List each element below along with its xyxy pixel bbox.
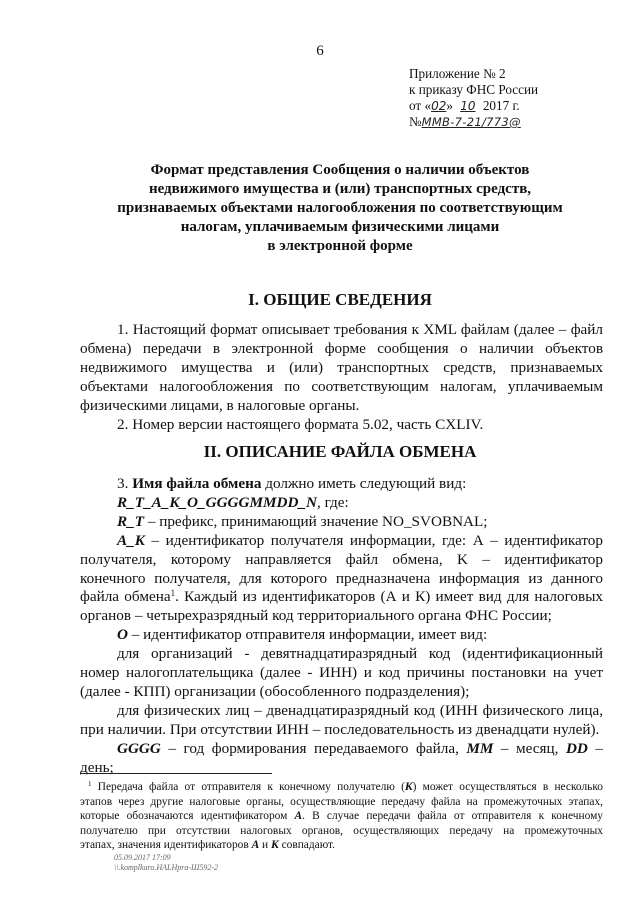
person-line: при наличии. При отсутствии ИНН – последовательность из двенадцати нулей). <box>80 720 600 738</box>
appendix-number <box>409 114 538 130</box>
paragraph1-line: физическими лицами, в налоговые органы. <box>80 396 360 414</box>
p3-number: 3. <box>117 475 133 492</box>
org-line: (далее - КПП) организации (обособленного подразделения); <box>80 682 470 700</box>
ak-term: A_K <box>117 531 145 549</box>
ak-definition-line <box>80 588 603 607</box>
section1-heading: I. ОБЩИЕ СВЕДЕНИЯ <box>248 290 432 309</box>
document-title <box>80 161 600 256</box>
paragraph2: 2. Номер версии настоящего формата 5.02, часть CXLIV. <box>117 415 484 433</box>
title-line: недвижимого имущества и (или) транспортных средств, <box>148 181 532 197</box>
paragraph1-line: 1. Настоящий формат описывает требования к XML файлам (далее – файл <box>117 321 603 338</box>
paragraph1-line: недвижимого имущества и (или) транспортных средств, признаваемых <box>80 358 603 376</box>
dd-def: – <box>587 739 604 757</box>
o-term: О <box>117 626 128 644</box>
filename-pattern: R_T_A_K_O_GGGGMMDD_N <box>117 493 317 511</box>
title-line: налогам, уплачиваемым физическими лицами <box>180 219 500 235</box>
title-line: в электронной форме <box>267 238 413 254</box>
print-metadata <box>114 853 218 873</box>
o-definition <box>80 626 603 645</box>
title-line: Формат представления Сообщения о наличии объектов <box>150 162 530 178</box>
ak-definition-line: органов – четырехразрядный код территориального органа ФНС России; <box>80 607 552 625</box>
footnote-a: А <box>251 839 260 852</box>
paragraph3-intro <box>80 475 603 494</box>
dd-term: DD <box>565 739 588 757</box>
footnote-line <box>80 838 603 853</box>
ak-definition-line: получателя, которому направляется файл обмена, K – идентификатор <box>80 550 603 568</box>
ak-text: – идентификатор получателя информации, где: А – идентификатор <box>144 531 603 549</box>
filename-suffix: , где: <box>316 493 349 511</box>
footnote-text: которые обозначаются идентификатором <box>80 810 295 823</box>
date-year: 2017 г. <box>479 98 520 113</box>
print-path: \\.komplkaro.HALHpra-Ш592-2 <box>114 863 219 872</box>
paragraph1-line: объектами налогообложения по соответствующим налогам, уплачиваемым <box>80 377 603 395</box>
footnote-text: . В случае передачи файла от отправителя к конечному <box>302 810 604 823</box>
footnote-ref: 1 <box>170 588 176 599</box>
print-timestamp: 05.09.2017 17:09 <box>114 853 171 862</box>
mm-def: – месяц, <box>493 739 566 757</box>
ak-definition-line <box>80 532 603 551</box>
rt-definition <box>80 513 603 532</box>
footnote-line <box>80 780 603 795</box>
appendix-date <box>409 98 538 114</box>
footnote-marker: 1 <box>88 780 92 788</box>
footnote-line: получателю при отсутствии налоговых органов, осуществляющих передачу на промежуточных <box>80 824 603 837</box>
section1-body <box>80 321 603 434</box>
page-number: 6 <box>316 43 324 59</box>
ak-text: файла обмена <box>80 588 171 606</box>
gggg-term: GGGG <box>117 739 161 757</box>
date-codes-line <box>80 740 603 759</box>
appendix-order-ref: к приказу ФНС России <box>409 82 539 97</box>
footnote-text: ) может осуществляться в несколько <box>412 781 603 793</box>
title-line: признаваемых объектами налогообложения по соответствующим <box>117 200 563 216</box>
footnote-text: этапах, значения идентификаторов <box>80 839 252 852</box>
footnote-divider <box>80 773 272 774</box>
p3-bold-term: Имя файла обмена <box>132 475 262 492</box>
p3-rest: должно иметь следующий вид: <box>261 475 467 492</box>
date-day: 02 <box>431 99 447 113</box>
section2-heading: II. ОПИСАНИЕ ФАЙЛА ОБМЕНА <box>203 442 477 461</box>
date-prefix: от « <box>409 98 432 113</box>
footnote-line: этапов через другие налоговые органы, осуществляющие передачу файла на промежуточных этапах, <box>80 795 603 808</box>
footnote-k: К <box>270 839 279 852</box>
rt-term: R_T <box>117 512 145 530</box>
footnote-text: и <box>259 839 271 852</box>
section2-body <box>80 475 603 778</box>
person-line: для физических лиц – двенадцатиразрядный код (ИНН физического лица, <box>117 701 603 719</box>
footnote-a: А <box>294 810 303 823</box>
footnote-text: Передача файла от отправителя к конечному получателю ( <box>91 781 405 793</box>
date-mid: » <box>446 98 457 113</box>
footnote <box>80 780 603 853</box>
footnote-line <box>80 809 603 824</box>
footnote-text: совпадают. <box>278 839 336 852</box>
o-def: – идентификатор отправителя информации, имеет вид: <box>127 626 488 644</box>
order-number: ММВ-7-21/773@ <box>421 115 521 129</box>
ak-text: . Каждый из идентификаторов (А и К) имеет вид для налоговых <box>175 588 603 606</box>
filename-pattern-line <box>80 494 603 513</box>
org-line: номер налогоплательщика (далее - ИНН) и код причины постановки на учет <box>80 664 603 682</box>
day-line: день; <box>80 758 114 776</box>
footnote-k: К <box>404 781 413 793</box>
date-month: 10 <box>460 99 476 113</box>
ak-definition-line: конечного получателя, для которого предназначена информация из данного <box>80 569 603 587</box>
number-prefix: № <box>409 114 422 129</box>
paragraph1-line: обмена) передачи в электронной форме сообщения о наличии объектов <box>80 339 603 357</box>
mm-term: MM <box>466 739 494 757</box>
gggg-def: – год формирования передаваемого файла, <box>160 739 467 757</box>
org-line: для организаций - девятнадцатиразрядный код (идентификационный <box>117 645 603 663</box>
appendix-block <box>409 66 538 130</box>
appendix-label: Приложение № 2 <box>409 66 506 81</box>
rt-def: – префикс, принимающий значение NO_SVOBNAL; <box>144 512 488 530</box>
